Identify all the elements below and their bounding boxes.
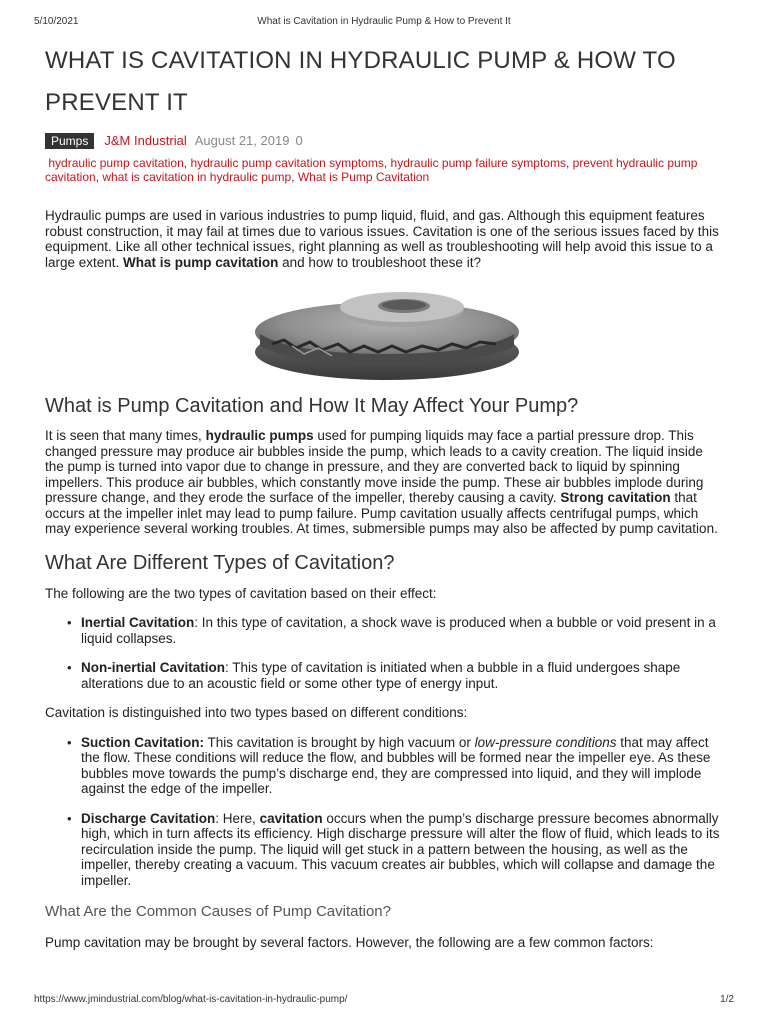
list-item: • Discharge Cavitation: Here, cavitation occurs when the pump’s discharge pressure becomes abnormally high, which in turn affects its efficiency. High discharge pressure will alter the flow of fluid, which leads to its recirculation inside the pump. The liquid will get stuck in a pattern between the housing, as well as the impeller, thereby creating a vacuum. This vacuum creates air bubbles, which will collapse and damage the impeller. <box>81 811 725 889</box>
tag-list: hydraulic pump cavitation, hydraulic pump cavitation symptoms, hydraulic pump failure symptoms, prevent hydraulic pump cavitation, what is cavitation in hydraulic pump, What is Pump Cavitation <box>45 156 698 184</box>
tag-link[interactable]: What is Pump Cavitation <box>297 170 430 184</box>
print-footer <box>34 994 734 1008</box>
list-item: • Inertial Cavitation: In this type of cavitation, a shock wave is produced when a bubble or void present in a liquid collapses. <box>81 615 725 646</box>
tag-link[interactable]: hydraulic pump cavitation <box>48 156 184 170</box>
types-intro: The following are the two types of cavitation based on their effect: <box>45 585 437 601</box>
print-page-title: What is Cavitation in Hydraulic Pump & How to Prevent It <box>257 16 511 27</box>
page-number: 1/2 <box>720 994 734 1005</box>
print-header <box>34 16 734 30</box>
causes-intro: Pump cavitation may be brought by several factors. However, the following are a few common factors: <box>45 935 654 950</box>
list-item: • Non-inertial Cavitation: This type of cavitation is initiated when a bubble in a fluid undergoes shape alterations due to an acoustic field or some other type of energy input. <box>81 660 725 691</box>
article-meta <box>45 132 725 150</box>
article-title <box>45 40 725 124</box>
intro-paragraph: Hydraulic pumps are used in various industries to pump liquid, fluid, and gas. Although this equipment features robust construction, it may fail at times due to various issues. Cavitation is one of the serious issues faced by this equipment. Like all other technical issues, right planning as well as troubleshooting will help avoid this issue to a large extent. What is pump cavitation and how to troubleshoot these it? <box>45 208 719 270</box>
section-heading-pump-cavitation: What is Pump Cavitation and How It May Affect Your Pump? <box>45 395 579 417</box>
tag-link[interactable]: prevent hydraulic pump cavitation <box>45 156 698 184</box>
tag-link[interactable]: hydraulic pump failure symptoms <box>390 156 566 170</box>
article <box>45 40 725 951</box>
tag-link[interactable]: hydraulic pump cavitation symptoms <box>190 156 384 170</box>
author-link[interactable]: J&M Industrial <box>104 133 187 148</box>
effect-types-list <box>45 615 725 691</box>
condition-types-list <box>45 735 725 889</box>
damaged-impeller-photo <box>252 286 522 382</box>
list-item: • Suction Cavitation: This cavitation is brought by high vacuum or low-pressure conditions that may affect the flow. These conditions will reduce the flow, and bubbles will be formed near the impeller eye. As these bubbles move towards the pump’s discharge end, they are compressed into liquid, and they will implode against the edge of the impeller. <box>81 735 725 797</box>
post-date: August 21, 2019 <box>194 133 290 148</box>
impeller-image <box>45 286 725 382</box>
page-url: https://www.jmindustrial.com/blog/what-is-cavitation-in-hydraulic-pump/ <box>34 994 348 1005</box>
section-heading-types: What Are Different Types of Cavitation? <box>45 551 395 574</box>
section1-paragraph: It is seen that many times, hydraulic pumps used for pumping liquids may face a partial pressure drop. This changed pressure may produce air bubbles inside the pump, which leads to a cavity creation. The liquid inside the pump is turned into vapor due to change in pressure, and they are converted back to liquid by spinning impellers. This produce air bubbles, which constantly move inside the pump. These air bubbles implode during pressure change, and they erode the surface of the impeller, thereby causing a cavity. Strong cavitation that occurs at the impeller inlet may lead to pump failure. Pump cavitation usually affects centrifugal pumps, which may experience several working troubles. At times, submersible pumps may also be affected by pump cavitation. <box>45 428 718 536</box>
tag-link[interactable]: what is cavitation in hydraulic pump <box>102 170 292 184</box>
types-intro-2: Cavitation is distinguished into two types based on different conditions: <box>45 705 468 720</box>
article-title-line1: WHAT IS CAVITATION IN HYDRAULIC PUMP & HOW TO <box>45 47 676 74</box>
print-date: 5/10/2021 <box>34 16 79 27</box>
section-heading-causes: What Are the Common Causes of Pump Cavitation? <box>45 903 391 920</box>
article-title-line2: PREVENT IT <box>45 89 188 116</box>
category-badge[interactable]: Pumps <box>45 133 94 149</box>
comment-count[interactable]: 0 <box>295 133 303 148</box>
